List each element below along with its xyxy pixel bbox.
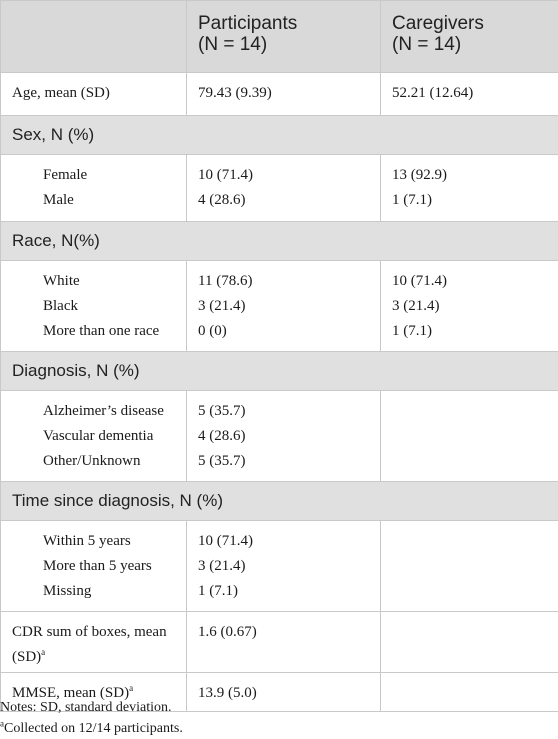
- age-row: [1, 73, 558, 116]
- race-multi-caregivers: 1 (7.1): [392, 319, 558, 344]
- race-black-participants: 3 (21.4): [198, 294, 380, 319]
- mmse-label: MMSE, mean (SD): [12, 685, 129, 701]
- sex-male-caregivers: 1 (7.1): [392, 188, 558, 213]
- cdr-label-line2: (SD): [12, 649, 41, 665]
- sex-rows: [1, 155, 558, 222]
- race-black-label: Black: [43, 294, 186, 319]
- time-missing-participants: 1 (7.1): [198, 579, 380, 604]
- header-participants: [187, 1, 381, 73]
- time-more5-participants: 3 (21.4): [198, 554, 380, 579]
- race-white-participants: 11 (78.6): [198, 261, 380, 294]
- time-more5-label: More than 5 years: [43, 554, 186, 579]
- time-missing-label: Missing: [43, 579, 186, 604]
- cdr-row: [1, 612, 558, 673]
- race-rows: [1, 261, 558, 352]
- race-multi-participants: 0 (0): [198, 319, 380, 344]
- header-caregivers-title: Caregivers: [392, 13, 558, 34]
- mmse-participants: 13.9 (5.0): [198, 673, 380, 706]
- cdr-label-line1: CDR sum of boxes, mean: [12, 612, 186, 645]
- diagnosis-alzheimers-participants: 5 (35.7): [198, 391, 380, 424]
- age-label: Age, mean (SD): [12, 73, 186, 106]
- header-row: [1, 1, 558, 73]
- sex-male-label: Male: [43, 188, 186, 213]
- age-caregivers: 52.21 (12.64): [392, 73, 558, 106]
- mmse-footnote-marker: a: [129, 683, 133, 693]
- section-time-since-diagnosis: [1, 482, 558, 521]
- race-white-label: White: [43, 261, 186, 294]
- time-within5-participants: 10 (71.4): [198, 521, 380, 554]
- header-participants-title: Participants: [198, 13, 380, 34]
- time-caregivers-empty: [381, 521, 558, 612]
- notes-footnote-marker: a: [0, 718, 4, 728]
- diagnosis-other-label: Other/Unknown: [43, 449, 186, 474]
- sex-female-caregivers: 13 (92.9): [392, 155, 558, 188]
- diagnosis-rows: [1, 391, 558, 482]
- diagnosis-caregivers-empty: [381, 391, 558, 482]
- section-diagnosis-title: Diagnosis, N (%): [1, 352, 558, 391]
- sex-female-participants: 10 (71.4): [198, 155, 380, 188]
- diagnosis-alzheimers-label: Alzheimer’s disease: [43, 391, 186, 424]
- cdr-participants: 1.6 (0.67): [198, 612, 380, 645]
- race-black-caregivers: 3 (21.4): [392, 294, 558, 319]
- race-multi-label: More than one race: [43, 319, 186, 344]
- header-empty: [1, 1, 187, 73]
- sex-female-label: Female: [43, 155, 186, 188]
- header-caregivers: [381, 1, 558, 73]
- time-within5-label: Within 5 years: [43, 521, 186, 554]
- diagnosis-vascular-label: Vascular dementia: [43, 424, 186, 449]
- age-participants: 79.43 (9.39): [198, 73, 380, 106]
- diagnosis-vascular-participants: 4 (28.6): [198, 424, 380, 449]
- section-time-title: Time since diagnosis, N (%): [1, 482, 558, 521]
- cdr-caregivers-empty: [381, 612, 558, 673]
- sex-male-participants: 4 (28.6): [198, 188, 380, 213]
- race-white-caregivers: 10 (71.4): [392, 261, 558, 294]
- mmse-caregivers-empty: [381, 673, 558, 712]
- header-caregivers-n: (N = 14): [392, 34, 558, 55]
- cdr-footnote-marker: a: [41, 647, 45, 657]
- time-rows: [1, 521, 558, 612]
- header-participants-n: (N = 14): [198, 34, 380, 55]
- section-diagnosis: [1, 352, 558, 391]
- diagnosis-other-participants: 5 (35.7): [198, 449, 380, 474]
- table-notes: [0, 697, 183, 739]
- section-race-title: Race, N(%): [1, 222, 558, 261]
- section-sex-title: Sex, N (%): [1, 116, 558, 155]
- section-sex: [1, 116, 558, 155]
- notes-line-1: Notes: SD, standard deviation.: [0, 697, 183, 718]
- section-race: [1, 222, 558, 261]
- notes-line-2: Collected on 12/14 participants.: [4, 721, 183, 736]
